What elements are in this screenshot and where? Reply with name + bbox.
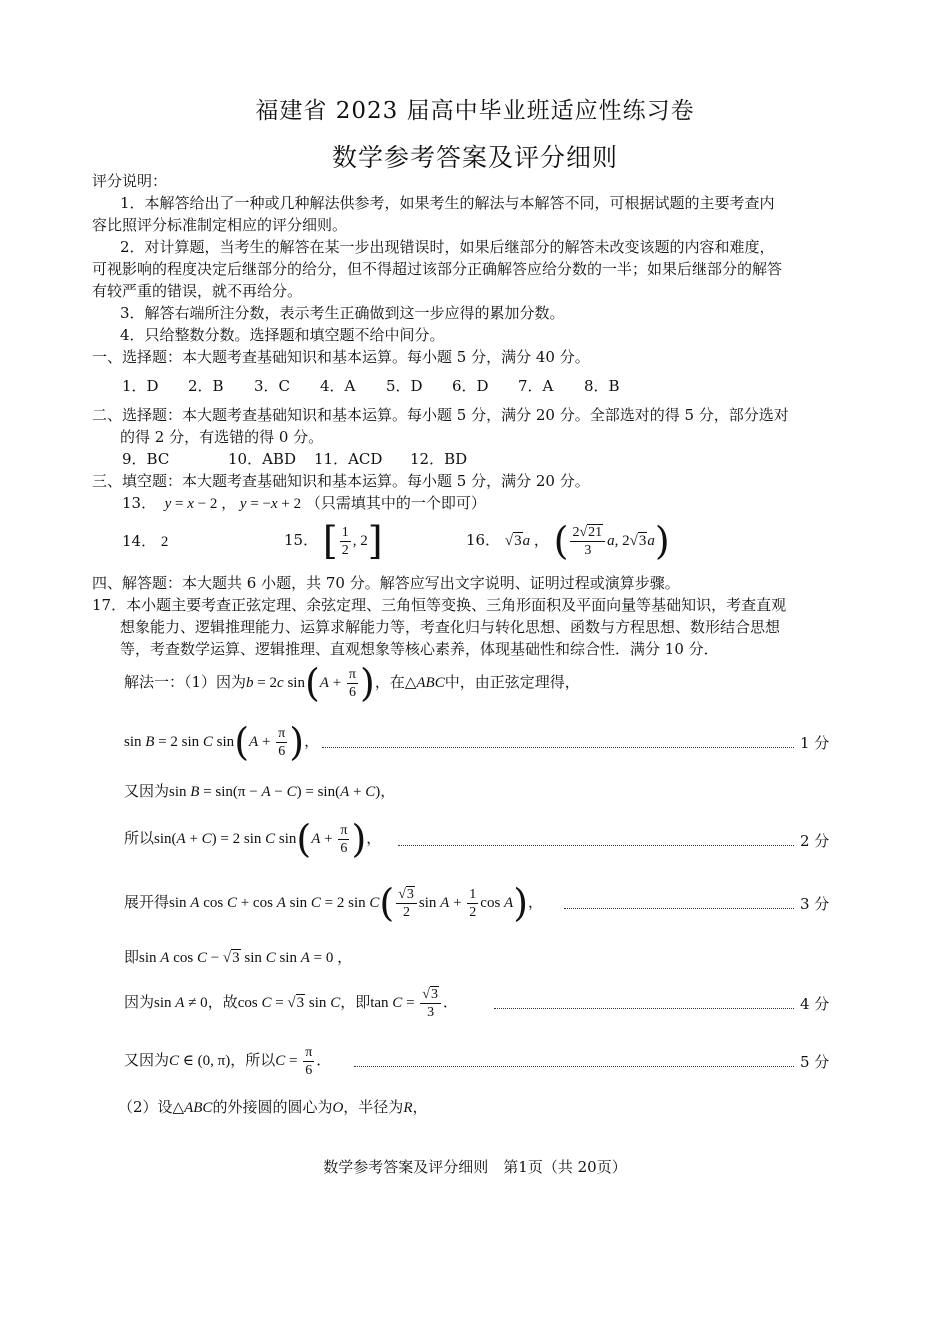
solution-intro: 解法一：（1）因为b = 2c sin(A + $\frac{\pi}{6}$ )，在△ABC中，由正弦定理得， xyxy=(124,661,580,705)
score-1: 1 分 xyxy=(800,734,830,752)
step-that-is: 即sin A cos C − √3 sin C sin A = 0 ， xyxy=(124,948,353,966)
scoring-notes-heading: 评分说明： xyxy=(92,172,168,190)
step-4-formula: 因为sin A ≠ 0，故cos C = √3 sin C，即tan C = $\frac{√3}{3}$ ． xyxy=(124,986,458,1020)
answer-6: 6．D xyxy=(452,377,489,395)
document-subtitle: 数学参考答案及评分细则 xyxy=(331,143,618,172)
part-2-intro: （2）设△ABC的外接圆的圆心为O，半径为R， xyxy=(118,1098,428,1116)
q13-formula-1: y xyxy=(160,496,172,512)
page-footer: 数学参考答案及评分细则 第1页（共 20页） xyxy=(323,1158,627,1176)
q17-desc-a: 17．本小题主要考查正弦定理、余弦定理、三角恒等变换、三角形面积及平面向量等基础知识，考查直观 xyxy=(92,596,787,614)
dot-leader xyxy=(564,908,794,909)
q15-label: 15． xyxy=(284,531,319,549)
q13-label: 13． xyxy=(122,494,157,512)
exam-title: 福建省 2023 届高中毕业班适应性练习卷 xyxy=(255,98,695,124)
score-5: 5 分 xyxy=(800,1053,830,1071)
step-again: 又因为sin B = sin(π − A − C) = sin(A + C)， xyxy=(124,782,396,800)
answer-14 xyxy=(122,530,168,553)
answer-5: 5．D xyxy=(386,377,423,395)
answer-4: 4．A xyxy=(320,377,356,395)
q14-label: 14． xyxy=(122,532,157,550)
answer-8: 8．B xyxy=(584,377,620,395)
section1-answers xyxy=(122,375,650,397)
q14-value: 2 xyxy=(160,534,169,550)
step-3-formula: 展开得sin A cos C + cos A sin C = 2 sin C( $\frac{√3}{2}$ sin A + $\frac{1}{2}$ cos A)， xyxy=(124,881,544,925)
answer-15: 15． [ $\frac{1}{2}$ , 2] xyxy=(284,519,383,563)
answer-3: 3．C xyxy=(254,377,291,395)
score-2: 2 分 xyxy=(800,832,830,850)
q16-fraction: $\frac{2√21}{3}$ xyxy=(570,524,605,559)
answer-13: 13． y = x − 2 ， y = −x + 2 （只需填其中的一个即可） xyxy=(122,494,486,512)
section4-heading: 四、解答题：本大题共 6 小题，共 70 分。解答应写出文字说明、证明过程或演算步骤。 xyxy=(92,574,680,592)
q15-fraction: $\frac{1}{2}$ xyxy=(341,524,349,558)
section3-heading: 三、填空题：本大题考查基础知识和基本运算。每小题 5 分，满分 20 分。 xyxy=(92,472,590,490)
q17-desc-b: 想象能力、逻辑推理能力、运算求解能力等，考查化归与转化思想、函数与方程思想、数形结合思想 xyxy=(120,618,781,636)
scoring-note-1a: 1．本解答给出了一种或几种解法供参考，如果考生的解法与本解答不同，可根据试题的主要考查内 xyxy=(120,194,775,212)
dot-leader xyxy=(494,1008,794,1009)
answer-12: 12．BD xyxy=(410,450,468,468)
answer-10: 10．ABD xyxy=(228,450,296,468)
dot-leader xyxy=(398,845,794,846)
scoring-note-4: 4．只给整数分数。选择题和填空题不给中间分。 xyxy=(120,326,445,344)
scoring-note-2c: 有较严重的错误，就不再给分。 xyxy=(92,282,303,300)
scoring-note-3: 3．解答右端所注分数，表示考生正确做到这一步应得的累加分数。 xyxy=(120,304,565,322)
q13-formula-2: y xyxy=(239,496,247,512)
score-3: 3 分 xyxy=(800,895,830,913)
q17-desc-c: 等，考查数学运算、逻辑推理、直观想象等核心素养，体现基础性和综合性．满分 10 分． xyxy=(120,640,719,658)
answer-11: 11．ACD xyxy=(314,450,383,468)
answer-9: 9．BC xyxy=(122,450,170,468)
section2-heading-b: 的得 2 分，有选错的得 0 分。 xyxy=(120,428,324,446)
answer-2: 2．B xyxy=(188,377,224,395)
scoring-note-2b: 可视影响的程度决定后继部分的给分，但不得超过该部分正确解答应给分数的一半；如果后继部分的解答 xyxy=(92,260,783,278)
q13-note: （只需填其中的一个即可） xyxy=(305,494,486,512)
score-4: 4 分 xyxy=(800,995,830,1013)
answer-16: 16． √3a ， ( $\frac{2√21}{3}$ a, 2√3a) xyxy=(466,519,670,563)
section1-heading: 一、选择题：本大题考查基础知识和基本运算。每小题 5 分，满分 40 分。 xyxy=(92,348,590,366)
section2-heading-a: 二、选择题：本大题考查基础知识和基本运算。每小题 5 分，满分 20 分。全部选对的得 5 分，部分选对 xyxy=(92,406,789,424)
section2-answers xyxy=(122,448,490,470)
answer-7: 7．A xyxy=(518,377,554,395)
step-1-formula: sin B = 2 sin C sin(A + $\frac{\pi}{6}$ )， xyxy=(124,720,320,764)
scoring-note-1b: 容比照评分标准制定相应的评分细则。 xyxy=(92,216,348,234)
answer-1: 1．D xyxy=(122,377,159,395)
dot-leader xyxy=(354,1066,794,1067)
dot-leader xyxy=(322,747,794,748)
scoring-note-2a: 2．对计算题，当考生的解答在某一步出现错误时，如果后继部分的解答未改变该题的内容和难度， xyxy=(120,238,775,256)
step-2-formula: 所以sin(A + C) = 2 sin C sin(A + $\frac{\pi}{6}$ )， xyxy=(124,817,382,861)
q16-label: 16． xyxy=(466,531,501,549)
step-5-formula: 又因为C ∈ (0, π)，所以C = $\frac{\pi}{6}$ ． xyxy=(124,1044,332,1078)
